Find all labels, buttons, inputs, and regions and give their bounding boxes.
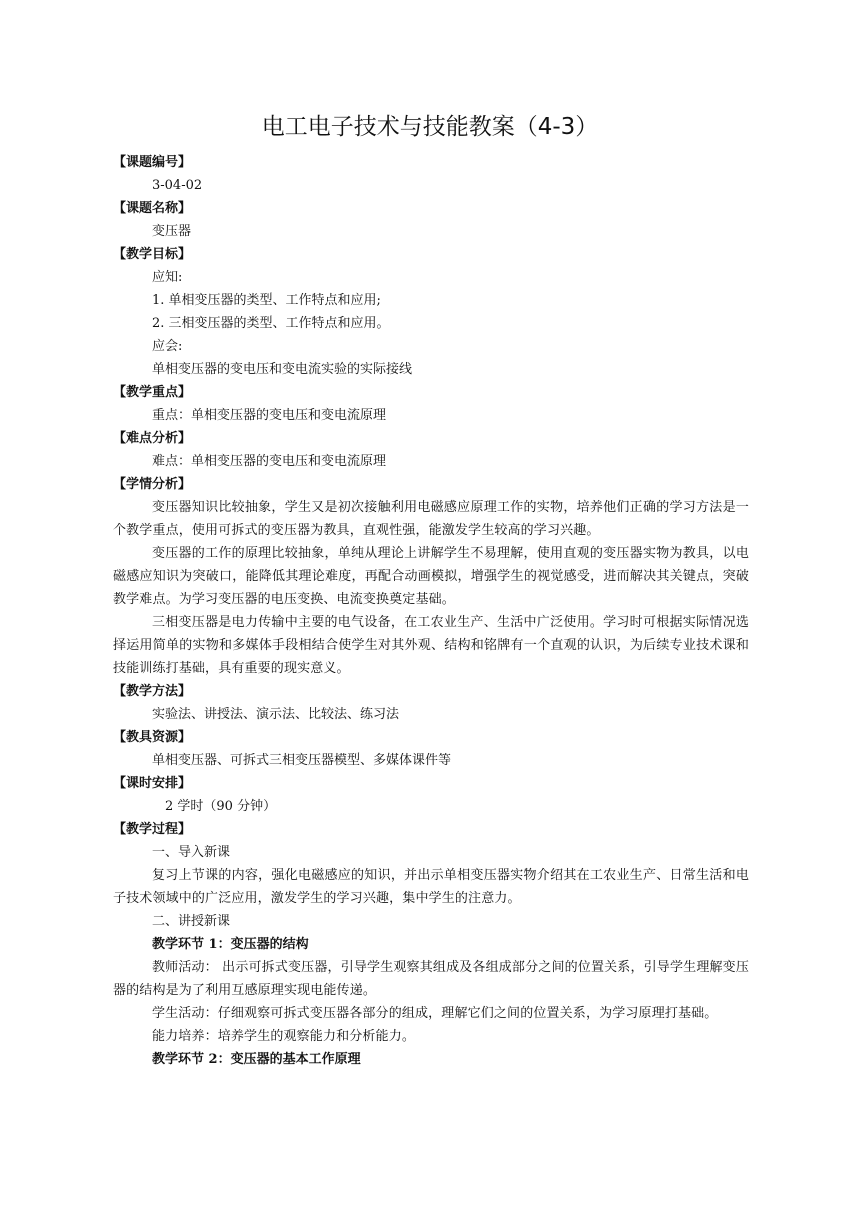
process-part-2-title: 二、讲授新课	[152, 914, 231, 929]
objectives-do-label: 应会:	[152, 339, 183, 354]
topic-name-value: 变压器	[152, 224, 192, 239]
process-step-1-teacher: 教师活动： 出示可拆式变压器，引导学生观察其组成及各组成部分之间的位置关系，引导学生理解变压器的结构是为了利用互感原理实现电能传递。	[113, 960, 749, 998]
learner-analysis-paragraph-1: 变压器知识比较抽象，学生又是初次接触利用电磁感应原理工作的实物，培养他们正确的学习方法是一个教学重点，使用可拆式的变压器为教具，直观性强，能激发学生较高的学习兴趣。	[113, 500, 749, 538]
learner-analysis-paragraph-3: 三相变压器是电力传输中主要的电气设备，在工农业生产、生活中广泛使用。学习时可根据实际情况选择运用简单的实物和多媒体手段相结合使学生对其外观、结构和铭牌有一个直观的认识，为后续专业技术课和技能训练打基础，具有重要的现实意义。	[113, 615, 749, 676]
section-heading-methods: 【教学方法】	[113, 684, 192, 699]
document-body	[113, 151, 749, 1071]
objectives-item-2: 2. 三相变压器的类型、工作特点和应用。	[152, 316, 390, 331]
schedule-value: 2 学时（90 分钟）	[165, 799, 277, 814]
section-heading-resources: 【教具资源】	[113, 730, 192, 745]
process-step-1-ability: 能力培养：培养学生的观察能力和分析能力。	[152, 1029, 416, 1044]
process-part-1-title: 一、导入新课	[152, 845, 231, 860]
key-points-value: 重点：单相变压器的变电压和变电流原理	[152, 408, 387, 423]
section-heading-difficulties: 【难点分析】	[113, 431, 192, 446]
topic-number-value: 3-04-02	[152, 178, 203, 193]
section-heading-key-points: 【教学重点】	[113, 385, 192, 400]
learner-analysis-paragraph-2: 变压器的工作的原理比较抽象，单纯从理论上讲解学生不易理解，使用直观的变压器实物为教具，以电磁感应知识为突破口，能降低其理论难度，再配合动画模拟，增强学生的视觉感受，进而解决其关键点，突破教学难点。为学习变压器的电压变换、电流变换奠定基础。	[113, 546, 749, 607]
section-heading-objectives: 【教学目标】	[113, 247, 192, 262]
objectives-know-label: 应知:	[152, 270, 183, 285]
process-step-1-title: 教学环节 1：变压器的结构	[152, 937, 309, 952]
section-heading-topic-number: 【课题编号】	[113, 155, 192, 170]
process-step-2-title: 教学环节 2：变压器的基本工作原理	[152, 1052, 361, 1067]
section-heading-topic-name: 【课题名称】	[113, 201, 192, 216]
process-step-1-student: 学生活动：仔细观察可拆式变压器各部分的组成，理解它们之间的位置关系，为学习原理打基础。	[152, 1006, 718, 1021]
difficulties-value: 难点：单相变压器的变电压和变电流原理	[152, 454, 387, 469]
section-heading-process: 【教学过程】	[113, 822, 192, 837]
methods-value: 实验法、讲授法、演示法、比较法、练习法	[152, 707, 400, 722]
objectives-skill: 单相变压器的变电压和变电流实验的实际接线	[152, 362, 413, 377]
resources-value: 单相变压器、可拆式三相变压器模型、多媒体课件等	[152, 753, 452, 768]
section-heading-learner-analysis: 【学情分析】	[113, 477, 192, 492]
objectives-item-1: 1. 单相变压器的类型、工作特点和应用;	[152, 293, 381, 308]
section-heading-schedule: 【课时安排】	[113, 776, 192, 791]
process-part-1-text: 复习上节课的内容，强化电磁感应的知识，并出示单相变压器实物介绍其在工农业生产、日常生活和电子技术领域中的广泛应用，激发学生的学习兴趣，集中学生的注意力。	[113, 868, 749, 906]
document-title: 电工电子技术与技能教案（4-3）	[261, 114, 599, 140]
